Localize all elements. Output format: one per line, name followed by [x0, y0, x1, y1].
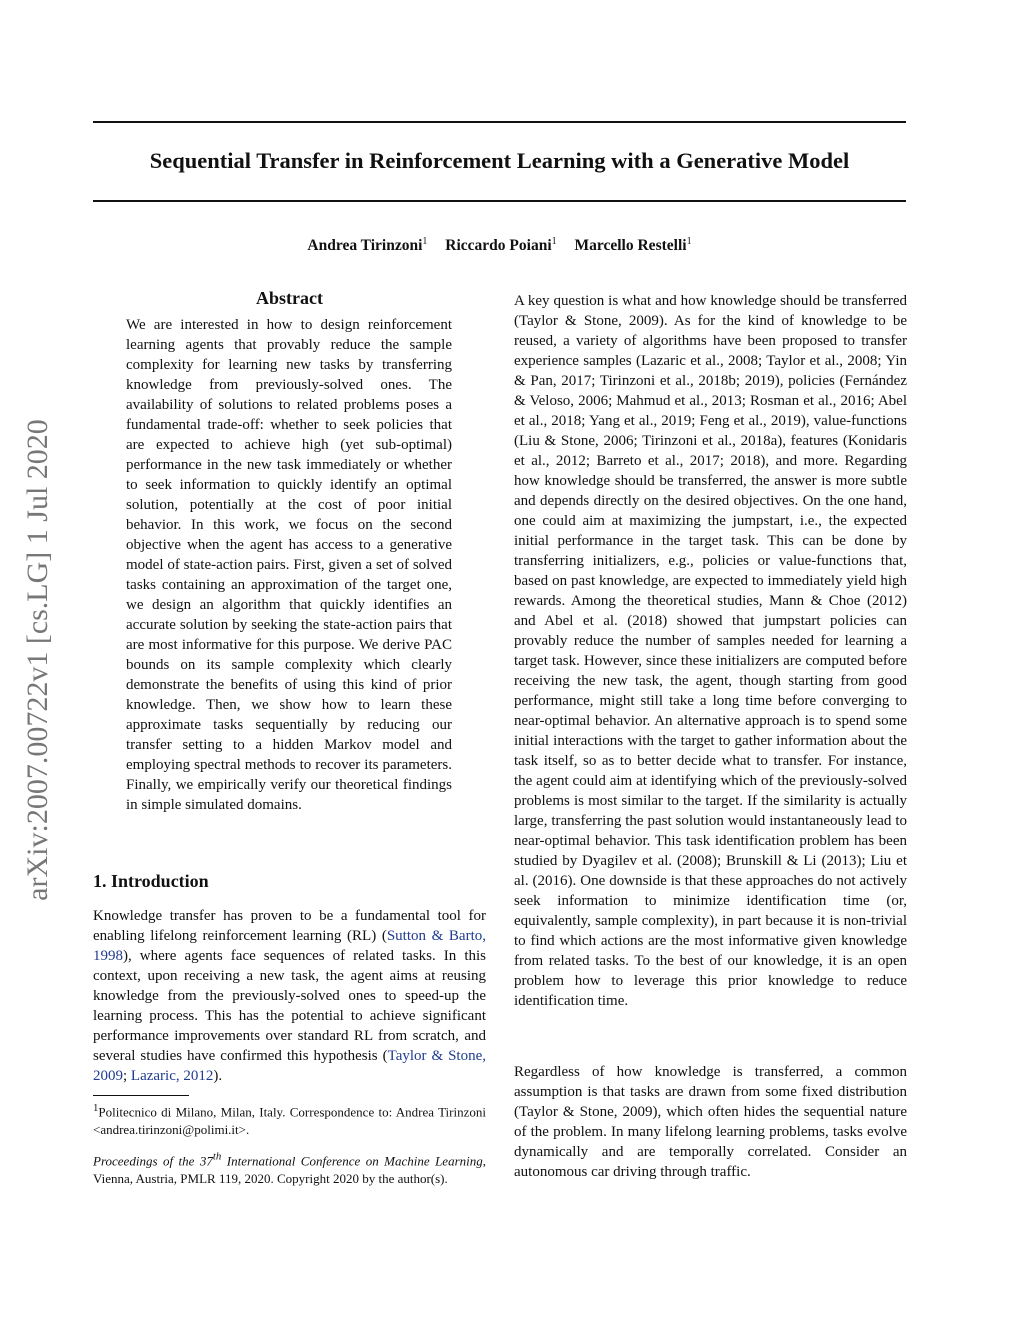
- title-rule-bottom: [93, 200, 906, 202]
- author-1: Andrea Tirinzoni$^1$: [307, 236, 428, 255]
- paper-title: Sequential Transfer in Reinforcement Learning with a Generative Model: [149, 148, 850, 173]
- right-column-paragraph-2: Regardless of how knowledge is transferred, a common assumption is that tasks are drawn from some fixed distribution (Taylor & Stone, 2009), which often hides the sequential nature of the problem. In many lifelong learning problems, tasks evolve dynamically and are temporally correlated. Consider an autonomous car driving through traffic.: [514, 1064, 907, 1180]
- footnote-rule: [93, 1095, 189, 1096]
- section-heading-introduction: 1. Introduction: [93, 871, 209, 891]
- proceedings-note: Proceedings of the 37th International Conference on Machine Learning, Vienna, Austria, PMLR 119, 2020. Copyright 2020 by the author(s).: [93, 1151, 486, 1187]
- abstract-text: We are interested in how to design reinforcement learning agents that provably reduce the sample complexity for learning new tasks by transferring knowledge from previously-solved ones. The availability of solutions to related problems poses a fundamental trade-off: whether to seek policies that are expected to achieve high (yet sub-optimal) performance in the new task immediately or whether to seek information to quickly identify an optimal solution, potentially at the cost of poor initial behavior. In this work, we focus on the second objective when the agent has access to a generative model of state-action pairs. First, given a set of solved tasks containing an approximation of the target one, we design an algorithm that quickly identifies an accurate solution by seeking the state-action pairs that are most informative for this purpose. We derive PAC bounds on its sample complexity which clearly demonstrate the benefits of using this kind of prior knowledge. Then, we show how to learn these approximate tasks sequentially by reducing our transfer setting to a hidden Markov model and employing spectral methods to recover its parameters. Finally, we empirically verify our theoretical findings in simple simulated domains.: [126, 317, 452, 813]
- right-column-paragraph-1: A key question is what and how knowledge should be transferred (Taylor & Stone, 2009). As for the kind of knowledge to be reused, a variety of algorithms have been proposed to transfer experience samples (Lazaric et al., 2008; Taylor et al., 2008; Yin & Pan, 2017; Tirinzoni et al., 2018b; 2019), policies (Fernández & Veloso, 2006; Mahmud et al., 2013; Rosman et al., 2016; Abel et al., 2018; Yang et al., 2019; Feng et al., 2019), value-functions (Liu & Stone, 2006; Tirinzoni et al., 2018a), features (Konidaris et al., 2012; Barreto et al., 2017; 2018), and more. Regarding how knowledge should be transferred, the answer is more subtle and depends directly on the desired objectives. On the one hand, one could aim at maximizing the jumpstart, i.e., the expected initial performance in the target task. This can be done by transferring initializers, e.g., policies or value-functions that, based on past knowledge, are expected to immediately yield high rewards. Among the theoretical studies, Mann & Choe (2012) and Abel et al. (2018) showed that jumpstart policies can provably reduce the number of samples needed for learning a target task. However, since these initializers are computed before receiving the new task, the agent, though starting from good performance, might still take a long time before converging to near-optimal behavior. An alternative approach is to spend some initial interactions with the target to gather information about the task itself, so as to better decide what to transfer. For instance, the agent could aim at identifying which of the previously-solved problems is most similar to the target. If the similarity is actually large, transferring the past solution would instantaneously lead to near-optimal behavior. This task identification problem has been studied by Dyagilev et al. (2008); Brunskill & Li (2013); Liu et al. (2016). One downside is that these approaches do not actively seek information to minimize identification time (or, equivalently, sample complexity), in part because it is non-trivial to find which actions are the most informative given knowledge from related tasks. To the best of our knowledge, it is an open problem how to leverage this prior knowledge to reduce identification time.: [514, 293, 907, 1009]
- arxiv-stamp: arXiv:2007.00722v1 [cs.LG] 1 Jul 2020: [21, 419, 54, 901]
- introduction-paragraph: Knowledge transfer has proven to be a fundamental tool for enabling lifelong reinforcement learning (RL) (Sutton & Barto, 1998), where agents face sequences of related tasks. In this context, upon receiving a new task, the agent aims at reusing knowledge from the previously-solved ones to speed-up the learning process. This has the potential to achieve significant performance improvements over standard RL from scratch, and several studies have confirmed this hypothesis (Taylor & Stone, 2009; Lazaric, 2012).: [93, 908, 486, 1084]
- author-list: [93, 236, 906, 255]
- author-2: Riccardo Poiani$^1$: [445, 236, 557, 255]
- citation-link[interactable]: Taylor & Stone, 2009: [93, 1048, 486, 1084]
- abstract-heading: Abstract: [256, 288, 323, 308]
- title-rule-top: [93, 121, 906, 123]
- affiliation-footnote: $^1$Politecnico di Milano, Milan, Italy. Correspondence to: Andrea Tirinzoni <andrea.tirinzoni@polimi.it>.: [93, 1102, 486, 1138]
- citation-link[interactable]: Lazaric, 2012: [130, 1068, 214, 1084]
- author-3: Marcello Restelli$^1$: [574, 236, 692, 255]
- citation-link[interactable]: Sutton & Barto, 1998: [93, 928, 486, 964]
